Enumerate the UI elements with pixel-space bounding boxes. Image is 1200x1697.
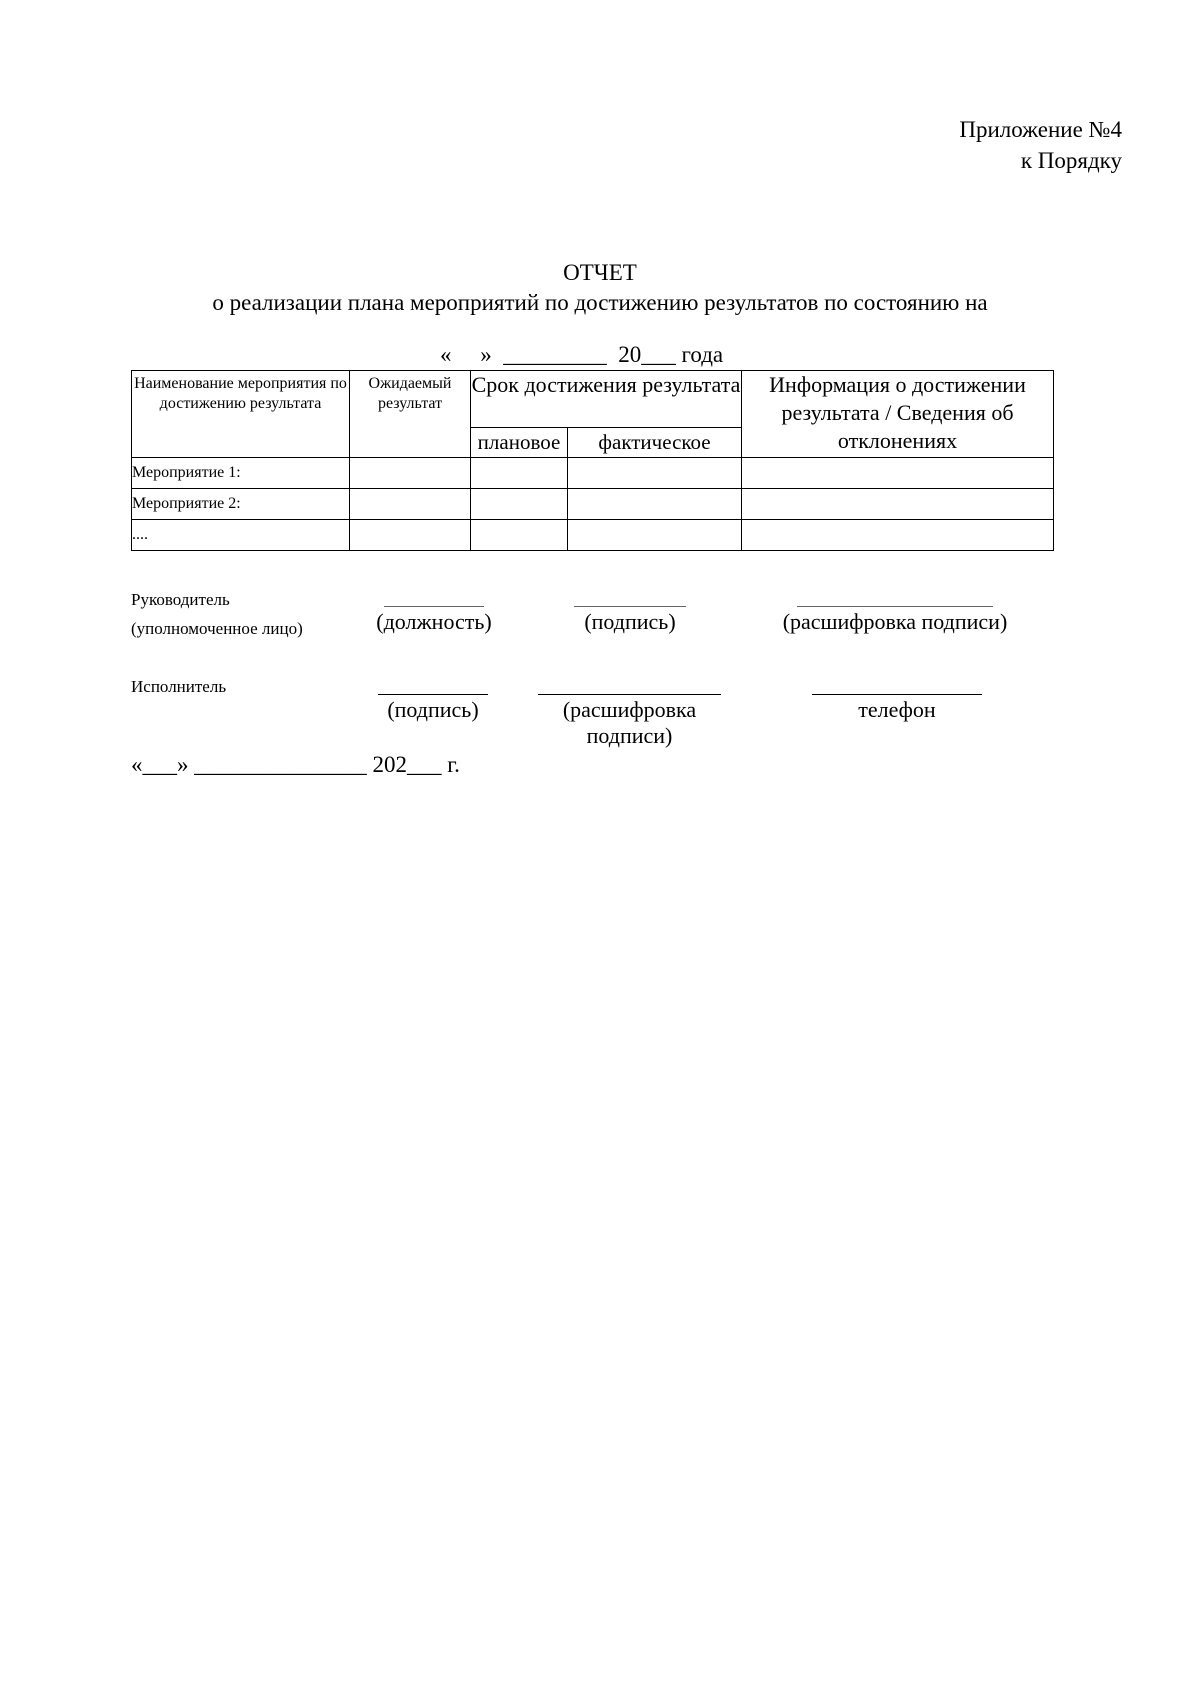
executor-decoding-line (538, 694, 721, 695)
head-signature-line (574, 606, 686, 607)
executor-phone-line (812, 694, 982, 695)
executor-signature-line (378, 694, 488, 695)
row-label: Мероприятие 1: (132, 458, 350, 489)
header-planned: плановое (471, 428, 568, 458)
table-cell (742, 489, 1054, 520)
row-label: Мероприятие 2: (132, 489, 350, 520)
table-cell (568, 458, 742, 489)
report-title: ОТЧЕТ (563, 260, 637, 285)
signature-date: «___» _______________ 202___ г. (131, 752, 460, 777)
header-info: Информация о достижении результата / Сведения об отклонениях (742, 371, 1054, 458)
appendix-number: Приложение №4 (959, 117, 1122, 142)
executor-signature-caption: (подпись) (387, 697, 479, 722)
table-cell (471, 520, 568, 551)
header-expected: Ожидаемый результат (350, 371, 471, 458)
executor-decoding-caption (538, 697, 721, 749)
executor-label: Исполнитель (131, 677, 227, 696)
table-row (132, 489, 1054, 520)
executor-decoding-line-2: подписи) (586, 723, 673, 748)
table-cell (568, 489, 742, 520)
table-row (132, 520, 1054, 551)
table-cell (350, 520, 471, 551)
report-date-line: « » _________ 20___ года (440, 342, 724, 367)
table-header-row (132, 371, 1054, 428)
head-decoding-line (797, 606, 993, 607)
head-label-sub: (уполномоченное лицо) (131, 619, 303, 638)
appendix-order: к Порядку (1020, 148, 1122, 173)
executor-phone-caption: телефон (858, 697, 936, 722)
executor-decoding-line-1: (расшифровка (562, 697, 697, 722)
header-deadline: Срок достижения результата (471, 371, 742, 428)
head-decoding-caption: (расшифровка подписи) (782, 609, 1008, 634)
header-actual: фактическое (568, 428, 742, 458)
head-signature-caption: (подпись) (584, 609, 676, 634)
table-cell (471, 458, 568, 489)
head-position-caption: (должность) (376, 609, 492, 634)
table-cell (350, 458, 471, 489)
report-subtitle: о реализации плана мероприятий по достижению результатов по состоянию на (212, 290, 988, 315)
table-cell (568, 520, 742, 551)
report-table (131, 370, 1054, 551)
header-name: Наименование мероприятия по достижению результата (132, 371, 350, 458)
table-row (132, 458, 1054, 489)
position-line (384, 606, 484, 607)
row-label: .... (132, 520, 350, 551)
table-cell (350, 489, 471, 520)
appendix-reference (959, 114, 1122, 176)
table-cell (742, 520, 1054, 551)
table-cell (742, 458, 1054, 489)
head-label: Руководитель (131, 590, 230, 609)
table-cell (471, 489, 568, 520)
